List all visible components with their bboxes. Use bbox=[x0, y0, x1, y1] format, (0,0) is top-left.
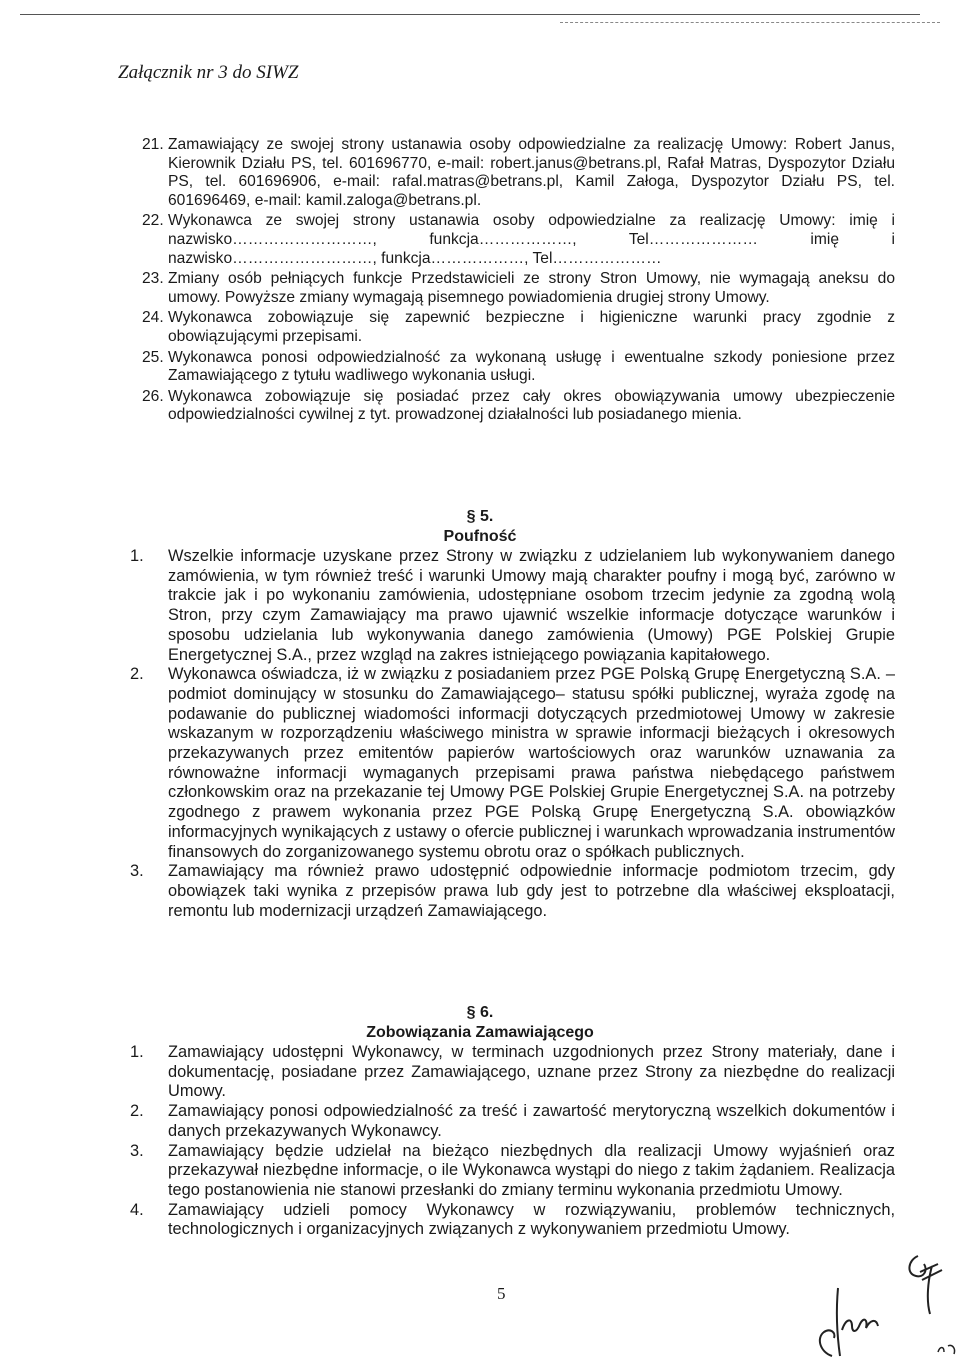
list-item bbox=[130, 212, 895, 268]
handwritten-initials bbox=[898, 1250, 958, 1358]
item-number: 3. bbox=[130, 1141, 144, 1160]
list-item bbox=[130, 388, 895, 425]
item-number: 1. bbox=[130, 1043, 144, 1061]
item-text: Zamawiający ponosi odpowiedzialność za treść i zawartość merytoryczną wszelkich dokumentów i danych przekazywanych Wykonawcy. bbox=[168, 1102, 895, 1140]
item-number: 23. bbox=[142, 270, 164, 288]
item-text: Zmiany osób pełniących funkcje Przedstawicieli ze strony Stron Umowy, nie wymagają aneksu do umowy. Powyższe zmiany wymagają pisemnego powiadomienia drugiej strony Umowy. bbox=[168, 270, 895, 306]
item-text: Zamawiający udostępni Wykonawcy, w terminach uzgodnionych przez Strony materiały, dane i dokumentację, posiadane przez Zamawiającego, uznane przez Strony za niezbędne do realizacji Umowy. bbox=[168, 1043, 895, 1101]
item-text: Wykonawca ponosi odpowiedzialność za wykonaną usługę i ewentualne szkody poniesione przez Zamawiającego z tytułu wadliwego wykonania usługi. bbox=[168, 348, 895, 385]
list-item bbox=[130, 665, 895, 862]
list-item bbox=[130, 862, 895, 921]
list-item bbox=[130, 349, 895, 386]
item-text: Wykonawca zobowiązuje się zapewnić bezpieczne i higieniczne warunki pracy zgodnie z obowiązującymi przepisami. bbox=[168, 309, 895, 345]
section-5-sign: § 5. bbox=[466, 508, 494, 525]
item-text: Wykonawca zobowiązuje się posiadać przez cały okres obowiązywania umowy ubezpieczenie odpowiedzialności cywilnej z tyt. prowadzonej działalności lub posiadanego mienia. bbox=[168, 387, 895, 424]
item-text: Wykonawca oświadcza, iż w związku z posiadaniem przez PGE Polską Grupę Energetyczną S.A. – podmiot dominujący w stosunku do Zamawiającego– statusu spółki publicznej, wyraża zgodę na podawanie do publicznej wiadomości informacji dotyczących przedmiotowej Umowy w zakresie wskazanym w rozporządzeniu właściwego ministra w sprawie informacji bieżących i okresowych przekazywanych przez emitentów papierów wartościowych oraz warunków uznawania za równoważne informacji wymaganych przepisami prawa państwa niebędącego państwem członkowskim oraz na przekazanie tej Umowy PGE Polskiej Grupie Energetycznej S.A. na potrzeby zgodnego z prawem wykonania przez PGE Polską Grupę Energetyczną S.A. obowiązków informacyjnych wynikających z ustawy o ofercie publicznej i warunkach wprowadzania instrumentów finansowych do zorganizowanego systemu obrotu oraz o spółkach publicznych. bbox=[168, 665, 895, 861]
item-text: Zamawiający udzieli pomocy Wykonawcy w rozwiązywaniu, problemów technicznych, technologicznych i organizacyjnych związanych z wykonywaniem przedmiotu Umowy. bbox=[168, 1200, 895, 1239]
item-text: Zamawiający ze swojej strony ustanawia osoby odpowiedzialne za realizację Umowy: Robert Janus, Kierownik Działu PS, tel. 601696770, e-mail: robert.janus@betrans.pl, Rafał Matras, Dyspozytor Działu PS, tel. 601696906, e-mail: rafal.matras@betrans.pl, Kamil Załoga, Dyspozytor Działu PS, tel. 601696469, e-mail: kamil.zaloga@betrans.pl. bbox=[168, 136, 895, 209]
scan-top-rule bbox=[20, 14, 920, 15]
item-number: 4. bbox=[130, 1200, 144, 1219]
list-item bbox=[130, 1142, 895, 1201]
item-text: Wszelkie informacje uzyskane przez Strony w związku z udzielaniem lub wykonywaniem danego zamówienia, w tym również treść i warunki Umowy mają charakter poufny i mogą być, zarówno w trakcie jak i po wykonaniu zamówienia, udostępniane osobom trzecim jedynie za zgodną wolą Stron, przy czym Zamawiający ma prawo ujawnić wszelkie informacje dotyczące warunków i sposobu udzielania lub wykonywania danego zamówienia (Umowy) PGE Polskiej Grupie Energetycznej S.A., przez wzgląd na zakres istniejącego powiązania kapitałowego. bbox=[168, 547, 895, 664]
section-6-list bbox=[130, 1043, 895, 1240]
section-6-title: Zobowiązania Zamawiającego bbox=[366, 1024, 594, 1041]
list-item bbox=[130, 547, 895, 665]
item-number: 2. bbox=[130, 1102, 144, 1121]
annex-label: Załącznik nr 3 do SIWZ bbox=[118, 62, 299, 83]
list-item bbox=[130, 1201, 895, 1240]
list-item bbox=[130, 1043, 895, 1102]
list-item bbox=[130, 136, 895, 210]
item-text: Zamawiający ma również prawo udostępnić odpowiednie informacje podmiotom trzecim, gdy obowiązek taki wynika z przepisów prawa lub gdy jest to potrzebne dla właściwej eksploatacji, remontu lub modernizacji urządzeń Zamawiającego. bbox=[168, 862, 895, 920]
item-number: 21. bbox=[142, 136, 164, 153]
item-number: 22. bbox=[142, 212, 164, 230]
list-item bbox=[130, 270, 895, 307]
list-continued bbox=[130, 136, 895, 427]
list-item bbox=[130, 309, 895, 346]
item-text: Wykonawca ze swojej strony ustanawia osoby odpowiedzialne za realizację Umowy: imię i nazwisko………………………, funkcja………………, Tel………………… imię i nazwisko………………………, funkcja………………, Tel………………… bbox=[168, 212, 895, 267]
item-number: 2. bbox=[130, 665, 144, 684]
list-item bbox=[130, 1102, 895, 1141]
section-5-title: Poufność bbox=[443, 528, 517, 545]
handwritten-signature bbox=[780, 1260, 910, 1358]
item-text: Zamawiający będzie udzielał na bieżąco niezbędnych dla realizacji Umowy wyjaśnień oraz przekazywał niezbędne informacje, o ile Wykonawca wystąpi do niego z takim żądaniem. Realizacja tego postanowienia nie stanowi przesłanki do zmiany terminu wykonania przedmiotu Umowy. bbox=[168, 1141, 895, 1199]
scan-top-rule-dashed bbox=[560, 22, 940, 23]
page-number: 5 bbox=[497, 1284, 506, 1303]
section-5-list bbox=[130, 547, 895, 921]
item-number: 3. bbox=[130, 862, 144, 881]
item-number: 25. bbox=[142, 348, 164, 366]
item-number: 26. bbox=[142, 387, 164, 405]
section-6-sign: § 6. bbox=[466, 1004, 494, 1021]
item-number: 24. bbox=[142, 309, 164, 327]
item-number: 1. bbox=[130, 547, 144, 565]
